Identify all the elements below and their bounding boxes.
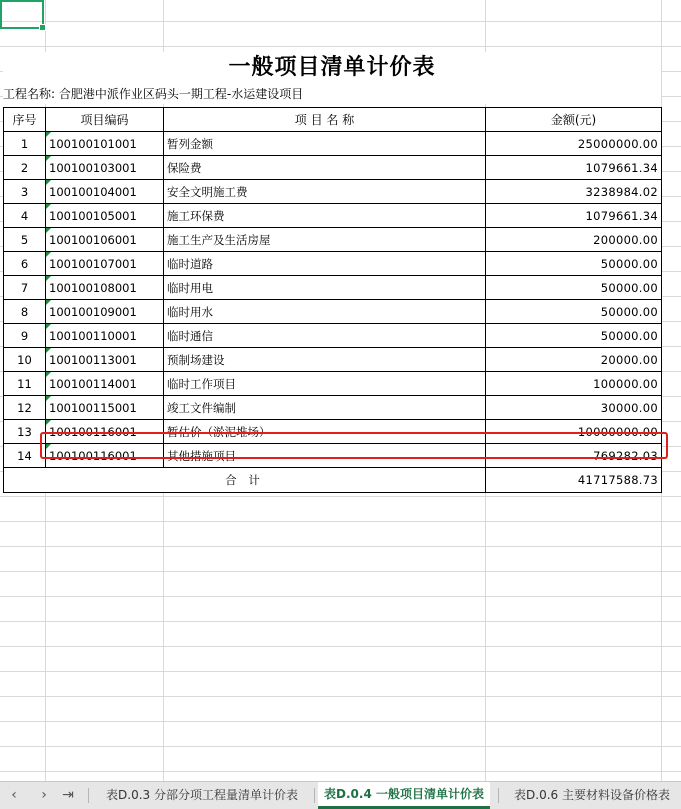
amount-cell[interactable]: 10000000.00 [486, 420, 662, 444]
item-name-cell[interactable]: 临时工作项目 [164, 372, 486, 396]
row-index-cell[interactable]: 10 [4, 348, 46, 372]
item-name-cell[interactable]: 竣工文件编制 [164, 396, 486, 420]
amount-cell[interactable]: 50000.00 [486, 300, 662, 324]
table-row [4, 300, 662, 324]
amount-cell[interactable]: 3238984.02 [486, 180, 662, 204]
item-name-cell[interactable]: 暂估价（淤泥堆场） [164, 420, 486, 444]
table-row [4, 132, 662, 156]
item-code-cell[interactable]: 100100101001 [46, 132, 164, 156]
tab-d04[interactable]: 表D.0.4 一般项目清单计价表 [318, 782, 490, 809]
row-index-cell[interactable]: 13 [4, 420, 46, 444]
row-index-cell[interactable]: 2 [4, 156, 46, 180]
item-code-cell[interactable]: 100100108001 [46, 276, 164, 300]
header-amount[interactable]: 金额(元) [486, 108, 662, 132]
item-code-cell[interactable]: 100100106001 [46, 228, 164, 252]
row-index-cell[interactable]: 11 [4, 372, 46, 396]
total-amount[interactable]: 41717588.73 [486, 468, 662, 493]
header-code[interactable]: 项目编码 [46, 108, 164, 132]
chevron-left-icon[interactable]: ‹ [11, 787, 17, 803]
project-name-label: 工程名称: 合肥港中派作业区码头一期工程-水运建设项目 [3, 84, 661, 104]
table-row [4, 324, 662, 348]
item-code-cell[interactable]: 100100116001 [46, 420, 164, 444]
item-code-cell[interactable]: 100100109001 [46, 300, 164, 324]
row-index-cell[interactable]: 1 [4, 132, 46, 156]
item-name-cell[interactable]: 临时用电 [164, 276, 486, 300]
chevron-right-icon[interactable]: › [41, 787, 47, 803]
item-code-cell[interactable]: 100100107001 [46, 252, 164, 276]
item-name-cell[interactable]: 预制场建设 [164, 348, 486, 372]
item-name-cell[interactable]: 施工生产及生活房屋 [164, 228, 486, 252]
table-row [4, 180, 662, 204]
item-name-cell[interactable]: 临时用水 [164, 300, 486, 324]
item-code-cell[interactable]: 100100113001 [46, 348, 164, 372]
amount-cell[interactable]: 769282.03 [486, 444, 662, 468]
sheet-tab-bar [0, 781, 681, 809]
tab-d06[interactable]: 表D.0.6 主要材料设备价格表 [514, 788, 670, 802]
total-label[interactable]: 合 计 [4, 468, 486, 493]
amount-cell[interactable]: 20000.00 [486, 348, 662, 372]
amount-cell[interactable]: 30000.00 [486, 396, 662, 420]
amount-cell[interactable]: 25000000.00 [486, 132, 662, 156]
table-row [4, 444, 662, 468]
cost-table [3, 107, 662, 493]
row-index-cell[interactable]: 5 [4, 228, 46, 252]
row-index-cell[interactable]: 3 [4, 180, 46, 204]
item-name-cell[interactable]: 临时通信 [164, 324, 486, 348]
amount-cell[interactable]: 50000.00 [486, 252, 662, 276]
item-code-cell[interactable]: 100100114001 [46, 372, 164, 396]
item-name-cell[interactable]: 施工环保费 [164, 204, 486, 228]
tab-divider [88, 788, 89, 803]
item-name-cell[interactable]: 安全文明施工费 [164, 180, 486, 204]
last-sheet-icon[interactable]: ⇥ [62, 787, 74, 803]
amount-cell[interactable]: 50000.00 [486, 276, 662, 300]
table-header-row [4, 108, 662, 132]
row-index-cell[interactable]: 4 [4, 204, 46, 228]
row-index-cell[interactable]: 14 [4, 444, 46, 468]
table-row [4, 348, 662, 372]
tab-divider [498, 788, 499, 803]
row-index-cell[interactable]: 6 [4, 252, 46, 276]
item-code-cell[interactable]: 100100116001 [46, 444, 164, 468]
table-row [4, 252, 662, 276]
amount-cell[interactable]: 100000.00 [486, 372, 662, 396]
table-row [4, 228, 662, 252]
sheet-title: 一般项目清单计价表 [3, 52, 661, 84]
header-name[interactable]: 项 目 名 称 [164, 108, 486, 132]
item-code-cell[interactable]: 100100104001 [46, 180, 164, 204]
table-row [4, 396, 662, 420]
table-body [4, 132, 662, 468]
header-index[interactable]: 序号 [4, 108, 46, 132]
table-row [4, 204, 662, 228]
tab-divider [314, 788, 315, 803]
table-row [4, 420, 662, 444]
amount-cell[interactable]: 1079661.34 [486, 156, 662, 180]
amount-cell[interactable]: 1079661.34 [486, 204, 662, 228]
total-row [4, 468, 662, 493]
row-index-cell[interactable]: 7 [4, 276, 46, 300]
item-code-cell[interactable]: 100100110001 [46, 324, 164, 348]
item-name-cell[interactable]: 暂列金额 [164, 132, 486, 156]
table-row [4, 372, 662, 396]
active-cell-selection[interactable] [0, 0, 44, 29]
item-name-cell[interactable]: 保险费 [164, 156, 486, 180]
item-code-cell[interactable]: 100100115001 [46, 396, 164, 420]
row-index-cell[interactable]: 12 [4, 396, 46, 420]
item-name-cell[interactable]: 其他措施项目 [164, 444, 486, 468]
amount-cell[interactable]: 50000.00 [486, 324, 662, 348]
table-row [4, 276, 662, 300]
amount-cell[interactable]: 200000.00 [486, 228, 662, 252]
item-code-cell[interactable]: 100100105001 [46, 204, 164, 228]
tab-d03[interactable]: 表D.0.3 分部分项工程量清单计价表 [106, 788, 298, 802]
row-index-cell[interactable]: 9 [4, 324, 46, 348]
table-row [4, 156, 662, 180]
row-index-cell[interactable]: 8 [4, 300, 46, 324]
item-code-cell[interactable]: 100100103001 [46, 156, 164, 180]
item-name-cell[interactable]: 临时道路 [164, 252, 486, 276]
